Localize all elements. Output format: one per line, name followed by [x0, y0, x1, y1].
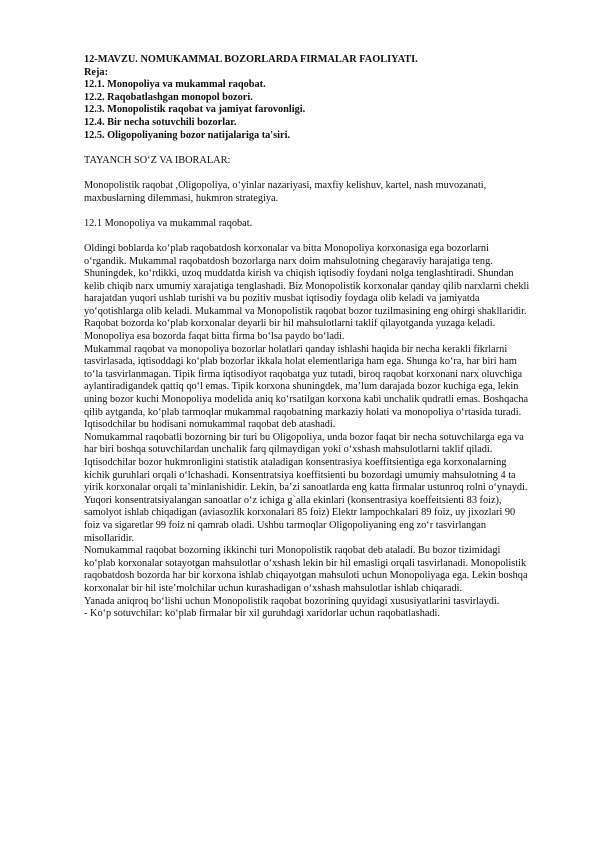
document-page [84, 54, 532, 621]
plan-item: 12.1. Monopoliya va mukammal raqobat. [84, 79, 266, 91]
section-title: 12.1 Monopoliya va mukammal raqobat. [84, 217, 253, 229]
plan-item: 12.5. Oligopoliyaning bozor natijalariga ta'siri. [84, 129, 291, 141]
key-terms-heading: TAYANCH SO‘Z VA IBORALAR: [84, 154, 231, 166]
body-paragraph: Oldingi boblarda ko‘plab raqobatdosh korxonalar va bitta Monopoliya korxonasiga ega bozorlarni o‘rgandik. Mukammal raqobatdosh bozorlarga narx doim mahsulotning chegaraviy harajatiga teng. Shuningdek, ko‘rdikki, uzoq muddatda kirish va chiqish iqtisodiy foydani nolga tenglashtiradi. Shundan kelib chiqib narx umumiy xarajatiga tenglashadi. Biz Monopolistik korxonalar qanday qilib narxlarni chekli harajatdan yuqori ushlab turishi va bu pozitiv musbat iqtisodiy foydaga olib keladi va jamiyatda yo‘qotishlarga olib keladi. Mukammal va Monopolistik raqobat bozor tuzilmasining eng ohirgi shakllaridir. Raqobat bozorda ko‘plab korxonalar deyarli bir hil mahsulotlarni taklif qilayotganda yuzaga keladi. Monopoliya esa bozorda faqat bitta firma bo‘lsa paydo bo‘ladi. [84, 242, 530, 343]
body-paragraph: Yanada aniqroq bo‘lishi uchun Monopolistik raqobat bozorining quyidagi xususiyatlarini tasvirlaydi. [84, 595, 500, 607]
body-paragraph: - Ko‘p sotuvchilar: ko‘plab firmalar bir xil guruhdagi xaridorlar uchun raqobatlashadi. [84, 608, 440, 620]
key-terms-text: Monopolistik raqobat ,Oligopoliya, o‘yinlar nazariyasi, maxfiy kelishuv, kartel, nash muvozanati, maxbuslarning dilemmasi, hukmron strategiya. [84, 179, 487, 204]
plan-item: 12.4. Bir necha sotuvchili bozorlar. [84, 116, 237, 128]
body-paragraph: Nomukammal raqobatli bozorning bir turi bu Oligopoliya, unda bozor faqat bir necha sotuvchilarga ega va har biri boshqa sotuvchilardan unchalik farq qilmaydigan yoki o‘xshash mahsulotlarni taklif qiladi. Iqtisodchilar bozor hukmronligini statistik ataladigan konsentrasiya koeffitsientiga ega korxonalarning kichik guruhlari orqali o‘lchashadi. Konsentratsiya koeffitsienti bu bozordagi umumiy mahsulotning 4 ta yirik korxonalar orqali ta’minlanishidir. Lekin, ba’zi sanoatlarda eng katta firmalar ustunroq rolni o‘ynaydi. Yuqori konsentratsiyalangan sanoatlar o‘z ichiga g`alla ekinlari (konsentrasiya koeffeitsienti 83 foiz), samolyot ishlab chiqadigan (aviasozlik korxonalari 85 foiz) Elektr lampochkalari 89 foiz, uy jixozlari 90 foiz va sigaretlar 99 foiz ni qamrab oladi. Ushbu tarmoqlar Oligopoliyaning eng zo‘r tasvirlangan misollaridir. [84, 431, 528, 544]
plan-item: 12.2. Raqobatlashgan monopol bozori. [84, 91, 253, 103]
body-paragraph: Mukammal raqobat va monopoliya bozorlar holatlari qanday ishlashi haqida bir necha kerakli fikrlarni tasvirlasada, iqtisoddagi ko‘plab bozorlar ikkala holat elementlariga ham ega. Shunga ko‘ra, har biri ham to‘la tasvirlanmagan. Tipik firma iqtisodiyot raqobatga yuz tutadi, biroq raqobat korxonani narx oluvchiga aylantiradigandek qattiq qo‘l emas. Tipik korxona shuningdek, ma’lum darajada bozor kuchiga ega, lekin uning bozor kuchi Monopoliya modelida aniq ko‘rsatilgan korxona kabi unchalik qudratli emas. Boshqacha qilib aytganda, ko‘plab tarmoqlar mukammal raqobatning markaziy holati va monopoliya o‘rtasida turadi. Iqtisodchilar bu hodisani nomukammal raqobat deb atashadi. [84, 343, 529, 431]
plan-label: Reja: [84, 66, 109, 78]
plan-item: 12.3. Monopolistik raqobat va jamiyat farovonligi. [84, 104, 306, 116]
body-paragraph: Nomukammal raqobat bozorning ikkinchi turi Monopolistik raqobat deb ataladi. Bu bozor tizimidagi ko‘plab korxonalar sotayotgan mahsulotlar o‘xshash lekin bir hil emasligi orqali tasvirlanadi. Monopolistik raqobatdosh bozorda har bir korxona ishlab chiqayotgan mahsuloti uchun Monopoliyaga ega. Lekin boshqa korxonalar bir hil iste’molchilar uchun kurashadigan o‘xshash mahsulotlar ishlab chiqaradi. [84, 545, 528, 594]
page-title: 12-MAVZU. NOMUKAMMAL BOZORLARDA FIRMALAR FAOLIYATI. [84, 54, 418, 65]
